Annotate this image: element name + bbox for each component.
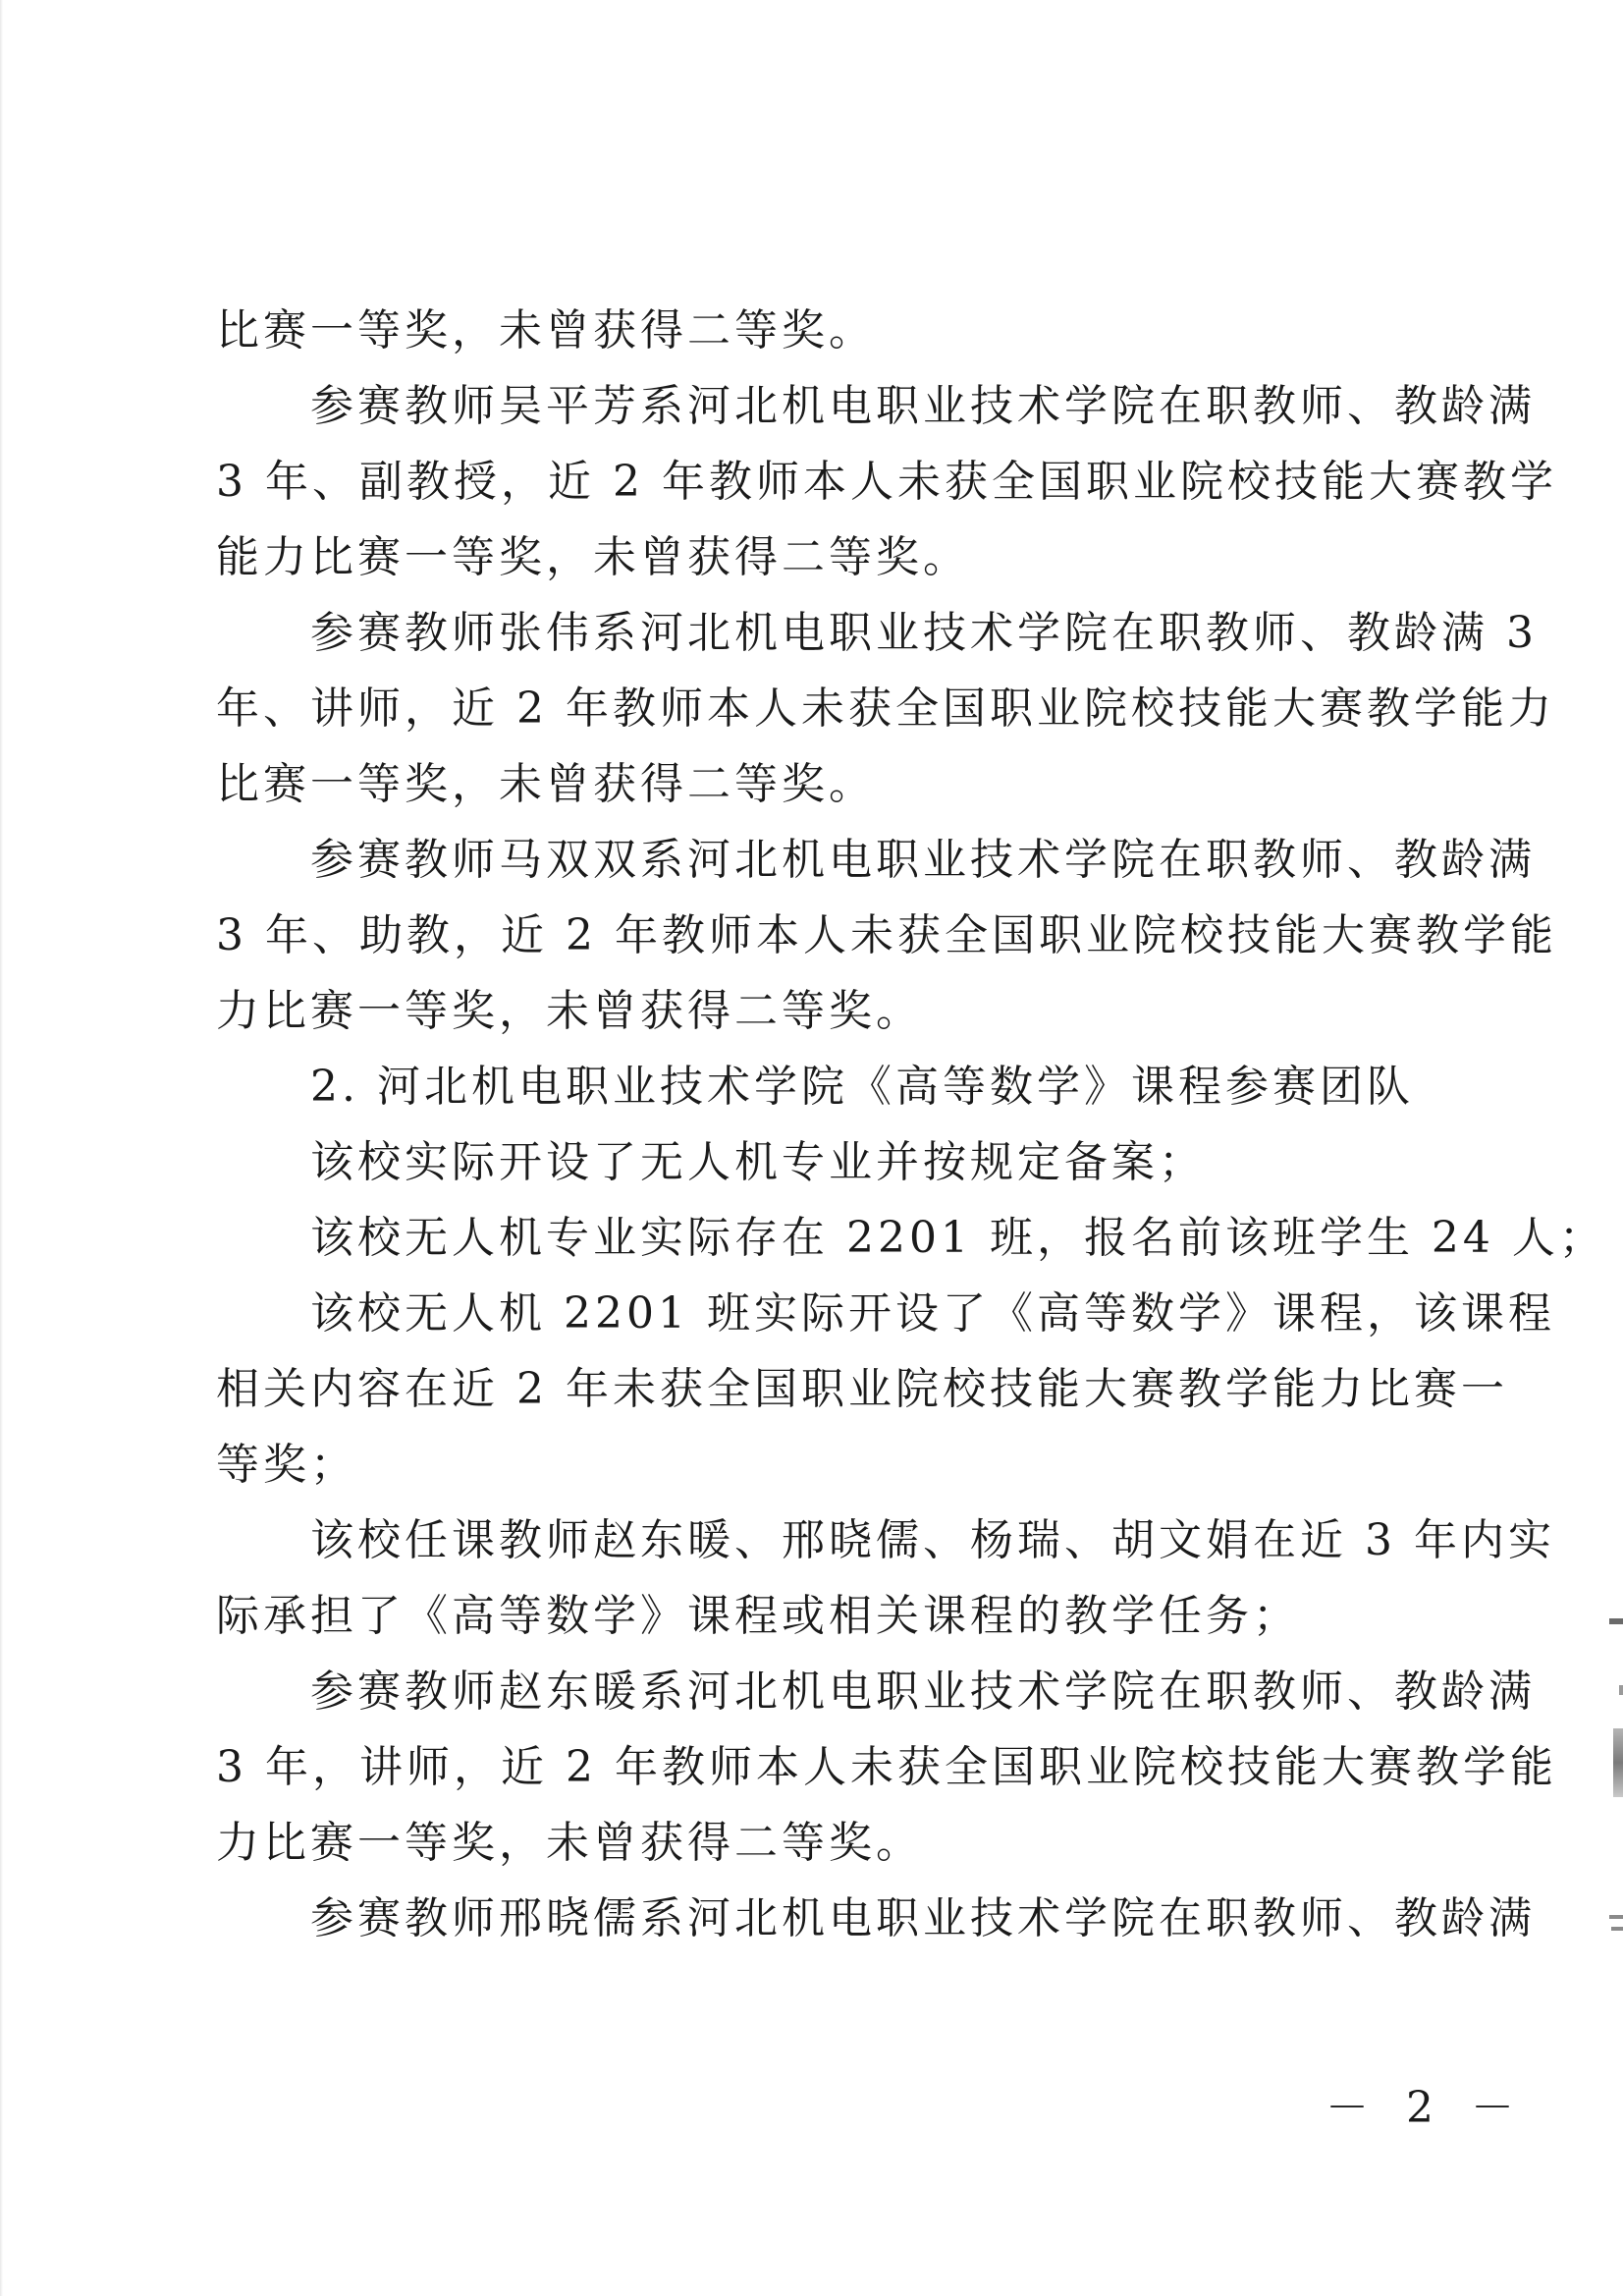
body-text	[216, 293, 1606, 1956]
text-line: 力比赛一等奖，未曾获得二等奖。	[216, 986, 923, 1036]
text-line: 该校实际开设了无人机专业并按规定备案；	[216, 1137, 1206, 1187]
binding-mark	[1613, 1728, 1623, 1797]
text-line: 力比赛一等奖，未曾获得二等奖。	[216, 1818, 923, 1868]
binding-mark	[1609, 1618, 1623, 1624]
text-line: 能力比赛一等奖，未曾获得二等奖。	[216, 532, 970, 582]
text-line: 该校无人机 2201 班实际开设了《高等数学》课程，该课程	[216, 1288, 1555, 1339]
text-line: 参赛教师邢晓儒系河北机电职业技术学院在职教师、教龄满	[216, 1893, 1536, 1943]
text-line: 3 年、助教，近 2 年教师本人未获全国职业院校技能大赛教学能	[216, 910, 1557, 960]
text-line: 年、讲师，近 2 年教师本人未获全国职业院校技能大赛教学能力	[216, 683, 1555, 734]
text-line: 3 年，讲师，近 2 年教师本人未获全国职业院校技能大赛教学能	[216, 1742, 1557, 1792]
text-line: 际承担了《高等数学》课程或相关课程的教学任务；	[216, 1591, 1300, 1641]
text-line: 比赛一等奖，未曾获得二等奖。	[216, 305, 876, 355]
binding-mark	[1619, 1685, 1623, 1695]
text-line: 参赛教师张伟系河北机电职业技术学院在职教师、教龄满 3	[216, 608, 1538, 658]
scan-edge	[0, 0, 3, 2296]
binding-mark	[1609, 1915, 1623, 1919]
text-line: 该校无人机专业实际存在 2201 班，报名前该班学生 24 人；	[216, 1213, 1606, 1263]
text-line: 参赛教师马双双系河北机电职业技术学院在职教师、教龄满	[216, 835, 1536, 885]
text-line: 相关内容在近 2 年未获全国职业院校技能大赛教学能力比赛一	[216, 1364, 1508, 1414]
text-line: 参赛教师赵东暖系河北机电职业技术学院在职教师、教龄满	[216, 1667, 1536, 1717]
text-line: 等奖；	[216, 1440, 357, 1490]
text-line: 参赛教师吴平芳系河北机电职业技术学院在职教师、教龄满	[216, 381, 1536, 431]
binding-mark	[1611, 1927, 1623, 1931]
page-number: － 2 －	[1325, 2083, 1526, 2133]
text-line: 比赛一等奖，未曾获得二等奖。	[216, 759, 876, 809]
text-line: 3 年、副教授，近 2 年教师本人未获全国职业院校技能大赛教学	[216, 457, 1557, 507]
text-line: 该校任课教师赵东暖、邢晓儒、杨瑞、胡文娟在近 3 年内实	[216, 1515, 1555, 1565]
section-heading: 2. 河北机电职业技术学院《高等数学》课程参赛团队	[216, 1062, 1414, 1112]
